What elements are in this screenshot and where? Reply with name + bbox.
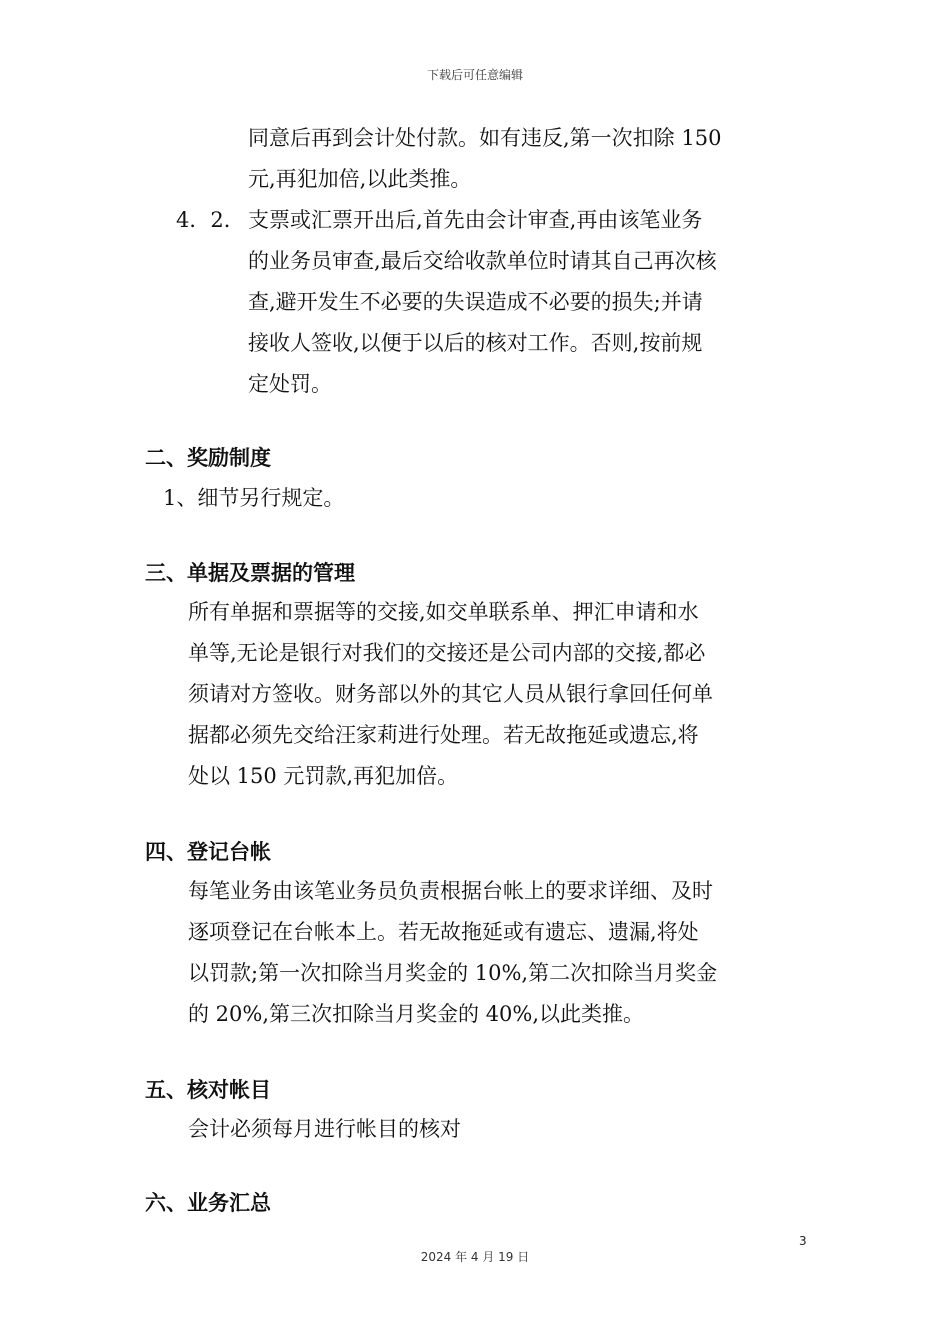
section-heading-ledger: 四、登记台帐 bbox=[145, 840, 271, 864]
text-line: 的业务员审查,最后交给收款单位时请其自己再次核 bbox=[248, 249, 717, 273]
text-line: 同意后再到会计处付款。如有违反,第一次扣除 150 bbox=[248, 126, 722, 150]
text-line: 元,再犯加倍,以此类推。 bbox=[248, 167, 472, 191]
text-line: 查,避开发生不必要的失误造成不必要的损失;并请 bbox=[248, 290, 703, 314]
section-heading-documents: 三、单据及票据的管理 bbox=[145, 561, 355, 585]
reconcile-paragraph bbox=[188, 1109, 461, 1150]
text-line: 的 20%,第三次扣除当月奖金的 40%,以此类推。 bbox=[188, 1002, 645, 1026]
text-line: 据都必须先交给汪家莉进行处理。若无故拖延或遗忘,将 bbox=[188, 723, 699, 747]
text-line: 会计必须每月进行帐目的核对 bbox=[188, 1117, 461, 1141]
documents-paragraph bbox=[188, 592, 713, 797]
section-heading-reconcile: 五、核对帐目 bbox=[145, 1078, 271, 1102]
text-line: 支票或汇票开出后,首先由会计审查,再由该笔业务 bbox=[248, 208, 703, 232]
text-line: 每笔业务由该笔业务员负责根据台帐上的要求详细、及时 bbox=[188, 879, 713, 903]
text-line: 单等,无论是银行对我们的交接还是公司内部的交接,都必 bbox=[188, 641, 706, 665]
text-line: 须请对方签收。财务部以外的其它人员从银行拿回任何单 bbox=[188, 682, 713, 706]
text-line: 处以 150 元罚款,再犯加倍。 bbox=[188, 764, 459, 788]
item-4-2-paragraph bbox=[248, 200, 717, 405]
page-number: 3 bbox=[799, 1234, 807, 1248]
page-footer-date: 2024 年 4 月 19 日 bbox=[420, 1250, 530, 1264]
text-line: 逐项登记在台帐本上。若无故拖延或有遗忘、遗漏,将处 bbox=[188, 920, 699, 944]
rewards-item: 1、细节另行规定。 bbox=[163, 486, 345, 510]
continuation-paragraph bbox=[248, 118, 721, 200]
section-heading-summary: 六、业务汇总 bbox=[145, 1191, 271, 1215]
list-number: 4．2． bbox=[176, 208, 245, 232]
text-line: 以罚款;第一次扣除当月奖金的 10%,第二次扣除当月奖金 bbox=[188, 961, 718, 985]
text-line: 接收人签收,以便于以后的核对工作。否则,按前规 bbox=[248, 331, 703, 355]
section-heading-rewards: 二、奖励制度 bbox=[145, 446, 271, 470]
page-header: 下载后可任意编辑 bbox=[426, 68, 523, 82]
text-line: 定处罚。 bbox=[248, 372, 332, 396]
text-line: 所有单据和票据等的交接,如交单联系单、押汇申请和水 bbox=[188, 600, 699, 624]
ledger-paragraph bbox=[188, 871, 717, 1035]
